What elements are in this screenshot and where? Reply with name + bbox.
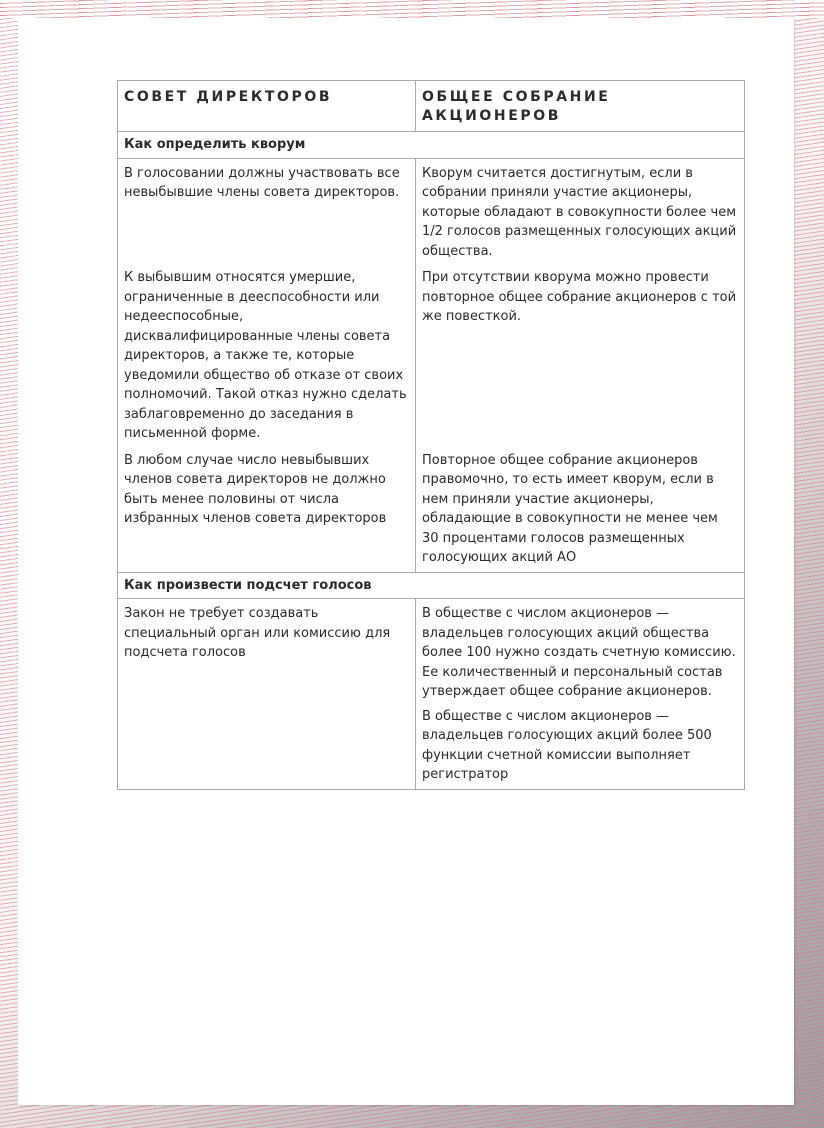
cell-text: К выбывшим относятся умершие, ограниченные в дееспособности или недееспособные, дисквалифицированные члены совета директоров, а также те, которые уведомили общество об отказе от своих полномочий. Такой отказ нужно сделать заблаговременно до заседания в письменной форме. [124, 270, 407, 441]
cell-meeting [416, 158, 745, 263]
table-row [118, 446, 745, 573]
cell-text: Повторное общее собрание акционеров правомочно, то есть имеет кворум, если в нем приняли участие акционеры, обладающие в совокупности не менее чем 30 процентами голосов размещенных голосующих акций АО [422, 452, 718, 565]
cell-meeting [416, 599, 745, 790]
cell-board [118, 446, 416, 573]
cell-text: В обществе с числом акционеров — владельцев голосующих акций общества более 100 нужно создать счетную комиссию. Ее количественный и персональный состав утверждает общее собрание акционеров. [422, 606, 736, 699]
cell-text: Кворум считается достигнутым, если в собрании приняли участие акционеры, которые обладают в совокупности более чем 1/2 голосов размещенных голосующих акций общества. [422, 165, 737, 259]
table-row [118, 599, 745, 790]
section-row-quorum [118, 132, 745, 159]
section-row-vote-count [118, 572, 745, 599]
cell-board [118, 158, 416, 263]
cell-meeting [416, 446, 745, 573]
cell-text: В любом случае число невыбывших членов совета директоров не должно быть менее половины от числа избранных членов совета директоров [124, 452, 387, 526]
cell-meeting [416, 263, 745, 446]
table-row [118, 158, 745, 263]
background-pattern [0, 0, 824, 18]
section-title: Как определить кворум [118, 132, 745, 159]
document-page [18, 18, 794, 1105]
table-row [118, 263, 745, 446]
cell-text: Закон не требует создавать специальный орган или комиссию для подсчета голосов [124, 606, 391, 660]
comparison-table [117, 80, 745, 790]
table-header-row [118, 81, 745, 132]
section-title: Как произвести подсчет голосов [118, 572, 745, 599]
cell-board [118, 263, 416, 446]
header-shareholders-meeting: ОБЩЕЕ СОБРАНИЕ АКЦИОНЕРОВ [416, 81, 745, 132]
cell-board [118, 599, 416, 790]
cell-text: В голосовании должны участвовать все невыбывшие члены совета директоров. [124, 165, 400, 200]
header-board-of-directors: СОВЕТ ДИРЕКТОРОВ [118, 81, 416, 132]
cell-text: В обществе с числом акционеров — владельцев голосующих акций более 500 функции счетной комиссии выполняет регистратор [422, 708, 712, 782]
cell-text: При отсутствии кворума можно провести повторное общее собрание акционеров с той же повесткой. [422, 270, 737, 324]
